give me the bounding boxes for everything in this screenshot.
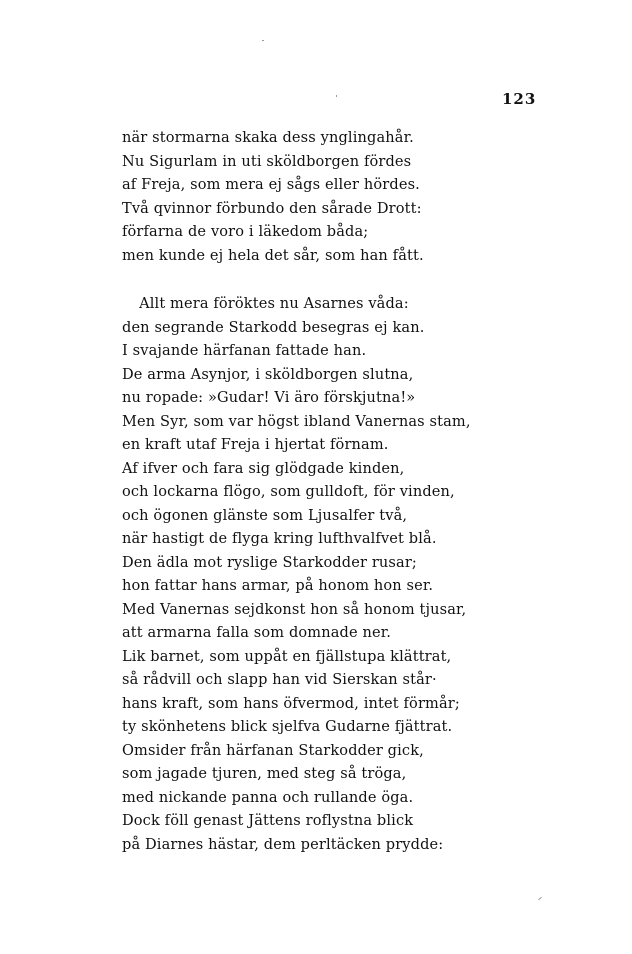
verse-line: Omsider från härfanan Starkodder gick, xyxy=(122,740,424,759)
verse-line: Men Syr, som var högst ibland Vanernas stam, xyxy=(122,411,471,430)
paper-speck xyxy=(262,40,264,41)
verse-line: förfarna de voro i läkedom båda; xyxy=(122,222,369,240)
verse-line: hans kraft, som hans öfvermod, intet förmår; xyxy=(122,693,460,712)
verse-line: när hastigt de flyga kring lufthvalfvet blå. xyxy=(122,529,437,547)
verse-line: Dock föll genast Jättens roflystna blick xyxy=(122,811,414,829)
verse-line: den segrande Starkodd besegras ej kan. xyxy=(122,317,425,336)
verse-line: Af ifver och fara sig glödgade kinden, xyxy=(122,458,405,477)
paper-speck xyxy=(336,95,337,97)
verse-line: att armarna falla som domnade ner. xyxy=(122,623,391,641)
verse-line: när stormarna skaka dess ynglingahår. xyxy=(122,128,414,146)
page-number: 123 xyxy=(502,90,537,108)
verse-line: Nu Sigurlam in uti sköldborgen fördes xyxy=(122,151,412,170)
verse-line: af Freja, som mera ej sågs eller hördes. xyxy=(122,175,420,193)
verse-line: på Diarnes hästar, dem perltäcken prydde: xyxy=(122,834,444,853)
verse-line: hon fattar hans armar, på honom hon ser. xyxy=(122,576,434,594)
verse-line: som jagade tjuren, med steg så tröga, xyxy=(122,764,407,782)
verse-line: en kraft utaf Freja i hjertat förnam. xyxy=(122,435,389,453)
verse-line: ty skönhetens blick sjelfva Gudarne fjättrat. xyxy=(122,717,453,735)
verse-line: med nickande panna och rullande öga. xyxy=(122,787,414,806)
verse-line: så rådvill och slapp han vid Sierskan står· xyxy=(122,670,437,688)
verse-line: Två qvinnor förbundo den sårade Drott: xyxy=(122,198,422,217)
verse-line: men kunde ej hela det sår, som han fått. xyxy=(122,245,424,264)
verse-line: De arma Asynjor, i sköldborgen slutna, xyxy=(122,364,414,383)
verse-line: Med Vanernas sejdkonst hon så honom tjusar, xyxy=(122,599,467,618)
verse-line: och lockarna flögo, som gulldoft, för vinden, xyxy=(122,482,455,500)
verse-line: och ögonen glänste som Ljusalfer två, xyxy=(122,505,408,524)
verse-line: nu ropade: »Gudar! Vi äro förskjutna!» xyxy=(122,388,416,406)
verse-line: I svajande härfanan fattade han. xyxy=(122,341,367,359)
stanza-1 xyxy=(122,126,440,267)
stanza-2 xyxy=(122,292,489,856)
verse-line-indented: Allt mera föröktes nu Asarnes våda: xyxy=(139,294,409,312)
verse-line: Den ädla mot ryslige Starkodder rusar; xyxy=(122,552,417,571)
verse-line: Lik barnet, som uppåt en fjällstupa klättrat, xyxy=(122,646,452,665)
paper-speck xyxy=(538,897,542,900)
